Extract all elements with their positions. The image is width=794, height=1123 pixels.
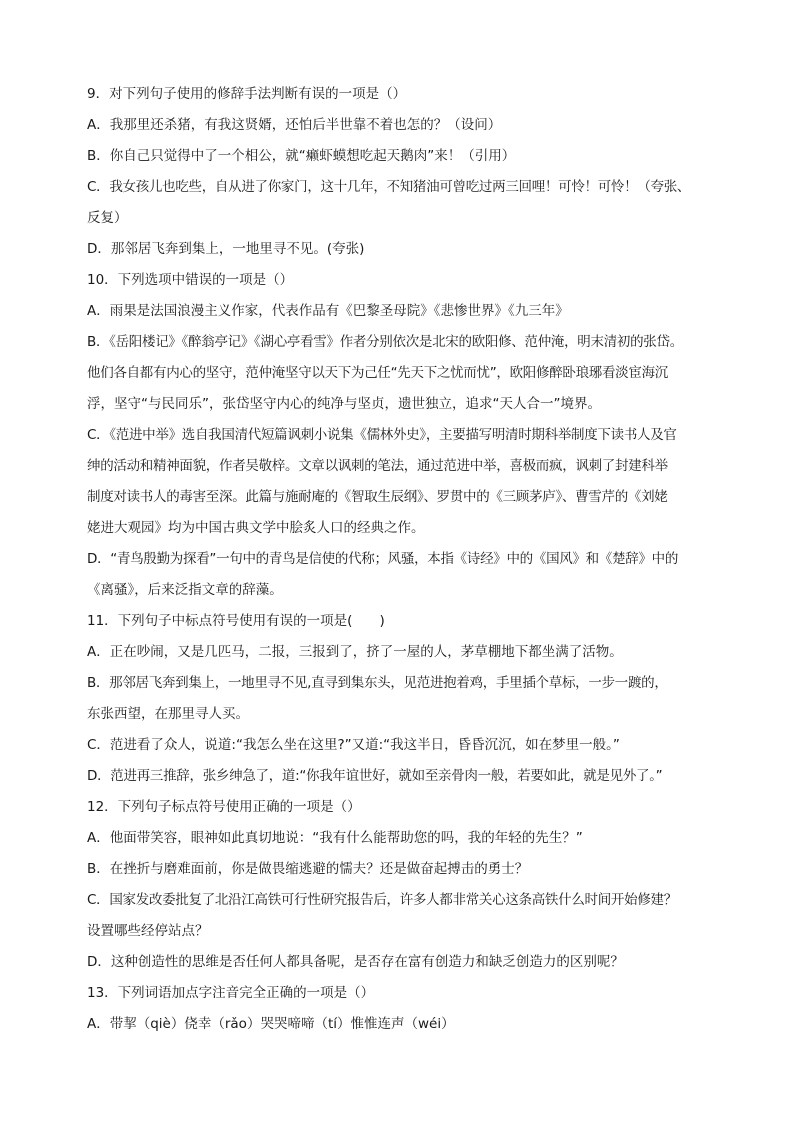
q10-stem: 10．下列选项中错误的一项是（） [87, 272, 294, 288]
q13-option-a: A．带挈（qiè）侥幸（rǎo）哭哭啼啼（tí）惟惟连声（wéi） [87, 1016, 455, 1032]
q11-option-b-cont: 东张西望，在那里寻人买。 [87, 706, 249, 722]
q10-option-b: B．《岳阳楼记》《醉翁亭记》《湖心亭看雪》作者分别依次是北宋的欧阳修、范仲淹，明末清初的张岱。 [87, 334, 683, 350]
q12-option-c: C．国家发改委批复了北沿江高铁可行性研究报告后，许多人都非常关心这条高铁什么时间开始修建？ [87, 892, 677, 908]
q12-option-d: D．这种创造性的思维是否任何人都具备呢，是否存在富有创造力和缺乏创造力的区别呢？ [87, 954, 624, 970]
q10-option-c-cont2: 制度对读书人的毒害至深。此篇与施耐庵的《智取生辰纲》、罗贯中的《三顾茅庐》、曹雪芹的《刘姥 [87, 489, 668, 505]
question-text-block [87, 79, 727, 1040]
q9-option-b: B．你自己只觉得中了一个相公，就“癞虾蟆想吃起天鹅肉”来！（引用） [87, 148, 516, 164]
q9-option-c-cont: 反复） [87, 210, 128, 226]
q10-option-c-cont3: 姥进大观园》均为中国古典文学中脍炙人口的经典之作。 [87, 520, 425, 536]
q10-option-b-cont1: 他们各自都有内心的坚守，范仲淹坚守以天下为己任“先天下之忧而忧”，欧阳修醉卧琅琊看淡宦海沉 [87, 365, 668, 381]
q9-option-c: C．我女孩儿也吃些，自从进了你家门，这十几年，不知猪油可曾吃过两三回哩！可怜！可怜！（夸张、 [87, 179, 691, 195]
q10-option-b-cont2: 浮，坚守“与民同乐”，张岱坚守内心的纯净与坚贞，遗世独立，追求“天人合一”境界。 [87, 396, 601, 412]
q11-option-d: D．范进再三推辞，张乡绅急了，道:“你我年谊世好，就如至亲骨肉一般，若要如此，就是见外了。” [87, 768, 663, 784]
q11-option-c: C．范进看了众人，说道:“我怎么坐在这里?”又道:“我这半日，昏昏沉沉，如在梦里一般。” [87, 737, 620, 753]
q10-option-d: D．“青鸟殷勤为探看”一句中的青鸟是信使的代称；风骚，本指《诗经》中的《国风》和《楚辞》中的 [87, 551, 679, 567]
q11-option-a: A．正在吵闹，又是几匹马，二报，三报到了，挤了一屋的人，茅草棚地下都坐满了活物。 [87, 644, 623, 660]
q11-stem: 11．下列句子中标点符号使用有误的一项是( ) [87, 613, 385, 629]
q12-option-c-cont: 设置哪些经停站点？ [87, 923, 209, 939]
q11-option-b: B．那邻居飞奔到集上，一地里寻不见,直寻到集东头，见范进抱着鸡，手里插个草标，一步一踱的， [87, 675, 668, 691]
q10-option-d-cont: 《离骚》，后来泛指文章的辞藻。 [87, 582, 283, 598]
q12-option-a: A．他面带笑容，眼神如此真切地说：“我有什么能帮助您的吗，我的年轻的先生？” [87, 830, 583, 846]
q10-option-a: A．雨果是法国浪漫主义作家，代表作品有《巴黎圣母院》《悲惨世界》《九三年》 [87, 303, 569, 319]
q9-option-d: D．那邻居飞奔到集上，一地里寻不见。(夸张) [87, 241, 365, 257]
q10-option-c-cont1: 绅的活动和精神面貌，作者吴敬梓。文章以讽刺的笔法，通过范进中举，喜极而疯，讽刺了封建科举 [87, 458, 668, 474]
q12-stem: 12．下列句子标点符号使用正确的一项是（） [87, 799, 361, 815]
q13-stem: 13．下列词语加点字注音完全正确的一项是（） [87, 985, 375, 1001]
q9-stem: 9．对下列句子使用的修辞手法判断有误的一项是（） [87, 86, 407, 102]
q10-option-c: C．《范进中举》选自我国清代短篇讽刺小说集《儒林外史》，主要描写明清时期科举制度下读书人及官 [87, 427, 677, 443]
q12-option-b: B．在挫折与磨难面前，你是做畏缩逃避的懦夫？还是做奋起搏击的勇士？ [87, 861, 529, 877]
q9-option-a: A．我那里还杀猪，有我这贤婿，还怕后半世靠不着也怎的？（设问） [87, 117, 502, 133]
